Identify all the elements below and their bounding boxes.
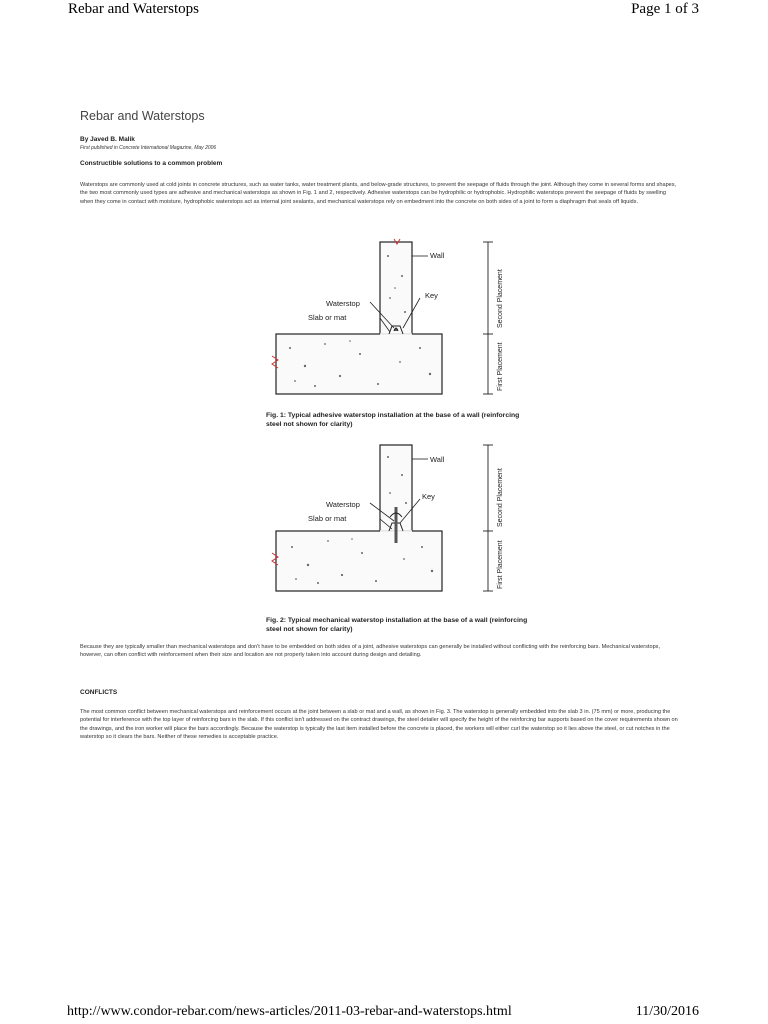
figure-2-caption: Fig. 2: Typical mechanical waterstop installation at the base of a wall (reinforcing steel not shown for clarity)	[266, 617, 528, 633]
publication-note: First published in Concrete International Magazine, May 2006	[80, 145, 217, 151]
label-wall: Wall	[430, 455, 445, 464]
figure-1-caption: Fig. 1: Typical adhesive waterstop installation at the base of a wall (reinforcing steel not shown for clarity)	[266, 412, 520, 428]
label-first-placement: First Placement	[497, 342, 504, 391]
label-wall: Wall	[430, 251, 445, 260]
label-slab: Slab or mat	[308, 514, 347, 523]
footer-date: 11/30/2016	[635, 1004, 699, 1019]
figure-2-diagram	[270, 443, 510, 608]
paragraph-conflicts: The most common conflict between mechanical waterstops and reinforcement occurs at the joint between a slab or mat and a wall, as shown in Fig. 3. The waterstop is generally embedded into the slab 3 in. (75 mm) or more, producing the potential for interference with the top layer of reinforcing bars in the slab. If this conflict isn't addressed on the contract drawings, the steel detailer will specify the height of the reinforcing bar supports based on the cover requirements shown on the drawings, and the iron worker will place the bars accordingly. Because the waterstop is typically the last item installed before the concrete is placed, the workers will either curl the waterstop so it lies above the steel, or cut notches in the waterstop so it clears the bars. Neither of these remedies is acceptable practice.	[80, 709, 678, 740]
footer-url: http://www.condor-rebar.com/news-articles/2011-03-rebar-and-waterstops.html	[67, 1004, 512, 1019]
figure-1-diagram	[270, 236, 510, 408]
paragraph-adhesive: Because they are typically smaller than mechanical waterstops and don't have to be embedded on both sides of a joint, adhesive waterstops can generally be installed without conflicting with the reinforcing bars. Mechanical waterstops, however, can often conflict with reinforcement when their size and location are not properly taken into account during design and detailing.	[80, 644, 661, 659]
label-key: Key	[425, 291, 438, 300]
label-second-placement: Second Placement	[497, 269, 504, 328]
subheading: Constructible solutions to a common problem	[80, 160, 223, 167]
page-number: Page 1 of 3	[631, 1, 699, 17]
label-key: Key	[422, 492, 435, 501]
article-title: Rebar and Waterstops	[80, 109, 205, 123]
paragraph-intro: Waterstops are commonly used at cold joints in concrete structures, such as water tanks, water treatment plants, and below-grade structures, to prevent the seepage of fluids through the joint. Although they come in several forms and shapes, the two most commonly used types are adhesive and mechanical waterstops as shown in Fig. 1 and 2, respectively. Adhesive waterstops can be hydrophilic or hydrophobic. Hydrophilic waterstops prevent the seepage of fluids by swelling when they come in contact with moisture, hydrophobic waterstops act as internal joint sealants, and mechanical waterstops rely on embedment into the concrete on both sides of a joint to form a diaphragm that seals off liquids.	[80, 182, 677, 205]
label-slab: Slab or mat	[308, 313, 347, 322]
header-title: Rebar and Waterstops	[68, 1, 199, 17]
label-first-placement: First Placement	[497, 540, 504, 589]
byline: By Javed B. Malik	[80, 136, 135, 143]
label-waterstop: Waterstop	[326, 299, 360, 308]
conflicts-heading: CONFLICTS	[80, 689, 118, 696]
label-waterstop: Waterstop	[326, 500, 360, 509]
label-second-placement: Second Placement	[497, 468, 504, 527]
